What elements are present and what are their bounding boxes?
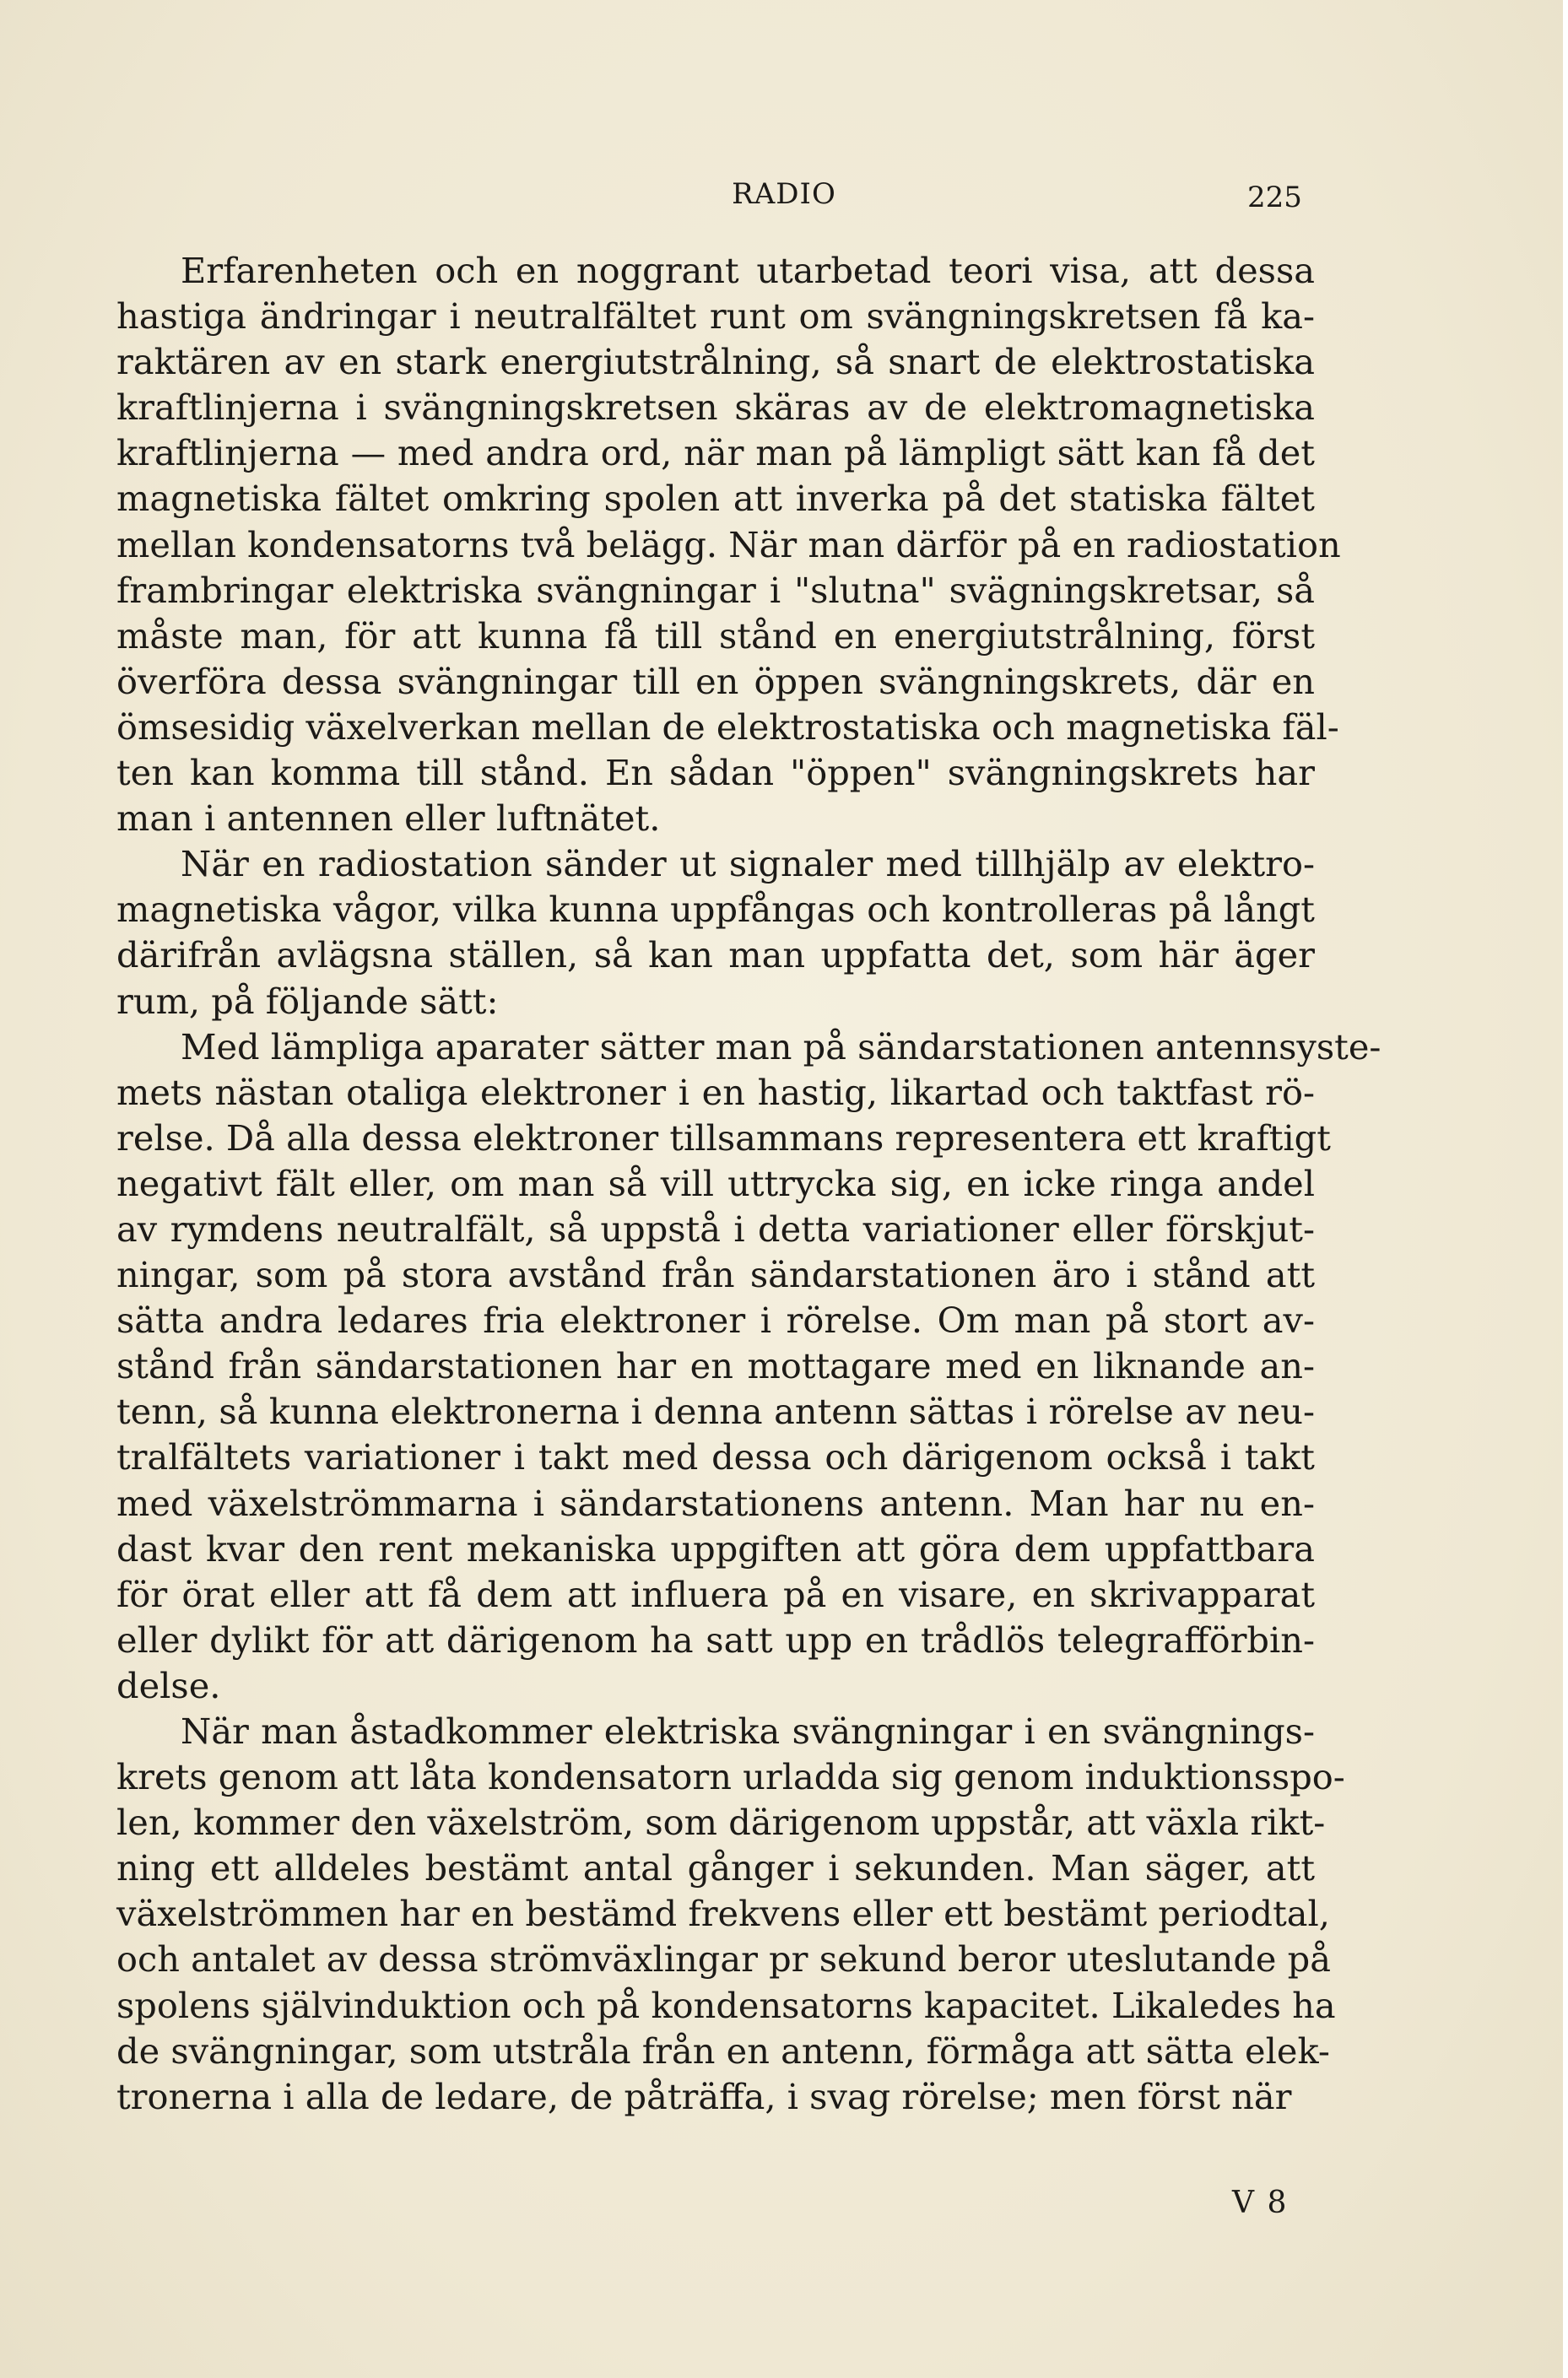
- text-line: sätta andra ledares fria elektroner i rörelse. Om man på stort av-: [116, 1300, 1315, 1342]
- text-line: spolens självinduktion och på kondensatorns kapacitet. Likaledes ha: [116, 1984, 1336, 2026]
- running-head: [0, 177, 1568, 219]
- text-line: växelströmmen har en bestämd frekvens eller ett bestämt periodtal,: [116, 1893, 1330, 1935]
- text-line: stånd från sändarstationen har en mottagare med en liknande an-: [116, 1345, 1315, 1387]
- paragraph: [116, 841, 1315, 1024]
- text-line: hastiga ändringar i neutralfältet runt om svängningskretsen få ka-: [116, 295, 1315, 338]
- page-edge: [1563, 0, 1568, 2378]
- text-line: magnetiska vågor, vilka kunna uppfångas och kontrolleras på långt: [116, 889, 1315, 931]
- running-head-title: RADIO: [732, 177, 836, 211]
- text-line: Erfarenheten och en noggrant utarbetad teori visa, att dessa: [181, 250, 1315, 291]
- text-line: frambringar elektriska svängningar i "slutna" svägningskretsar, så: [116, 569, 1315, 611]
- text-line: negativt fält eller, om man så vill uttrycka sig, en icke ringa andel: [116, 1162, 1315, 1204]
- text-line: därifrån avlägsna ställen, så kan man uppfatta det, som här äger: [116, 934, 1315, 976]
- text-line: för örat eller att få dem att influera på en visare, en skrivapparat: [116, 1573, 1315, 1615]
- signature-mark: V 8: [1232, 2186, 1289, 2220]
- text-line: ningar, som på stora avstånd från sändarstationen äro i stånd att: [116, 1254, 1315, 1296]
- text-line: tenn, så kunna elektronerna i denna antenn sättas i rörelse av neu-: [116, 1391, 1315, 1433]
- body-text: [116, 248, 1381, 2120]
- text-line: När en radiostation sänder ut signaler med tillhjälp av elektro-: [181, 843, 1315, 885]
- text-line: rum, på följande sätt:: [116, 980, 499, 1022]
- text-line: delse.: [116, 1664, 221, 1706]
- text-line: tralfältets variationer i takt med dessa och därigenom också i takt: [116, 1436, 1315, 1478]
- text-line: mets nästan otaliga elektroner i en hastig, likartad och taktfast rö-: [116, 1071, 1315, 1113]
- text-line: ömsesidig växelverkan mellan de elektrostatiska och magnetiska fäl-: [116, 705, 1339, 748]
- text-line: man i antennen eller luftnätet.: [116, 797, 661, 840]
- text-line: len, kommer den växelström, som därigenom uppstår, att växla rikt-: [116, 1802, 1326, 1844]
- text-line: dast kvar den rent mekaniska uppgiften att göra dem uppfattbara: [116, 1527, 1315, 1570]
- text-line: ten kan komma till stånd. En sådan "öppen" svängningskrets har: [116, 752, 1315, 794]
- text-line: mellan kondensatorns två belägg. När man därför på en radiostation: [116, 523, 1341, 565]
- text-line: Med lämpliga aparater sätter man på sändarstationen antennsyste-: [181, 1025, 1381, 1067]
- text-line: de svängningar, som utstråla från en antenn, förmåga att sätta elek-: [116, 2029, 1330, 2072]
- text-line: magnetiska fältet omkring spolen att inverka på det statiska fältet: [116, 478, 1315, 520]
- text-line: krets genom att låta kondensatorn urladda sig genom induktionsspo-: [116, 1756, 1345, 1798]
- text-line: kraftlinjerna i svängningskretsen skäras av de elektromagnetiska: [116, 386, 1315, 429]
- text-line: När man åstadkommer elektriska svängningar i en svängnings-: [181, 1711, 1315, 1752]
- text-line: tronerna i alla de ledare, de påträffa, i svag rörelse; men först när: [116, 2075, 1292, 2117]
- paragraph: [116, 1709, 1345, 2120]
- text-line: måste man, för att kunna få till stånd en energiutstrålning, först: [116, 614, 1315, 657]
- text-line: relse. Då alla dessa elektroner tillsammans representera ett kraftigt: [116, 1116, 1331, 1159]
- text-line: raktären av en stark energiutstrålning, så snart de elektrostatiska: [116, 341, 1315, 383]
- text-line: och antalet av dessa strömväxlingar pr sekund beror uteslutande på: [116, 1938, 1331, 1981]
- text-line: överföra dessa svängningar till en öppen svängningskrets, där en: [116, 660, 1315, 702]
- text-line: ning ett alldeles bestämt antal gånger i sekunden. Man säger, att: [116, 1847, 1315, 1889]
- text-line: kraftlinjerna — med andra ord, när man på lämpligt sätt kan få det: [116, 432, 1315, 474]
- paragraph: [116, 1024, 1381, 1709]
- text-line: med växelströmmarna i sändarstationens antenn. Man har nu en-: [116, 1482, 1315, 1524]
- text-line: eller dylikt för att därigenom ha satt upp en trådlös telegrafförbin-: [116, 1619, 1315, 1661]
- text-line: av rymdens neutralfält, så uppstå i detta variationer eller förskjut-: [116, 1208, 1315, 1250]
- page-number: 225: [1247, 181, 1302, 214]
- paragraph: [116, 248, 1341, 841]
